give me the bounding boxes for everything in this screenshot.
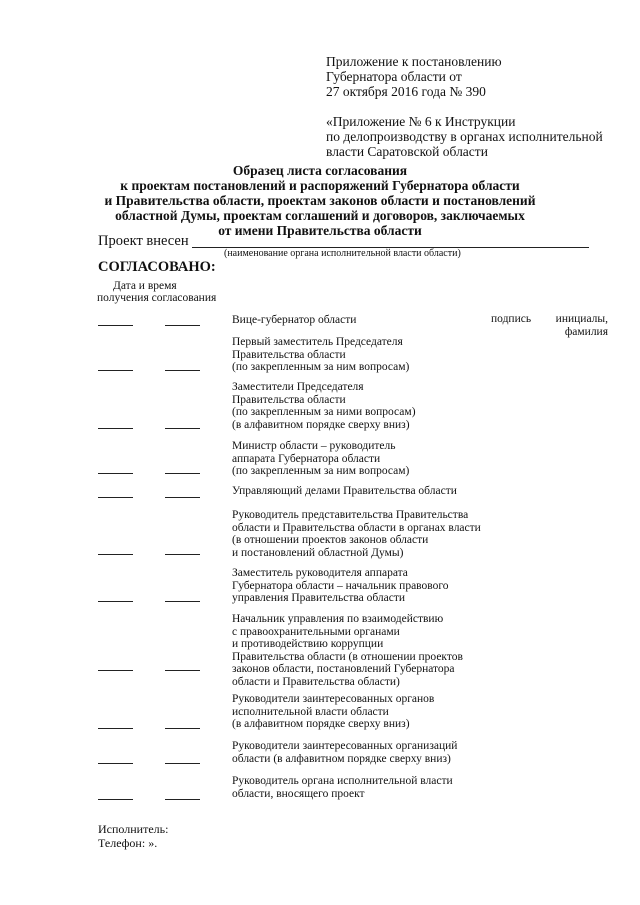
approver-line: Губернатора области – начальник правового [232, 579, 449, 592]
received-date-blank [98, 370, 133, 371]
approver-line: Заместители Председателя [232, 381, 364, 393]
approver-row [232, 381, 502, 431]
approver-line: области (в алфавитном порядке сверху вниз) [232, 752, 451, 765]
approved-date-blank [165, 428, 200, 429]
project-submitted-label: Проект внесен [98, 233, 189, 249]
agreed-heading: СОГЛАСОВАНО: [98, 259, 216, 275]
approver-line: и постановлений областной Думы) [232, 546, 404, 559]
approver-line: Руководители заинтересованных организаций [232, 740, 458, 752]
approver-line: области и Правительства области) [232, 675, 400, 688]
approver-line: Руководитель органа исполнительной власти [232, 775, 453, 787]
received-date-blank [98, 601, 133, 602]
approver-line: (по закрепленным за ними вопросам) [232, 406, 416, 419]
received-date-blank [98, 473, 133, 474]
column-initials-line: фамилия [564, 326, 608, 338]
approved-date-blank [165, 601, 200, 602]
received-date-blank [98, 799, 133, 800]
approver-line: Руководители заинтересованных органов [232, 693, 435, 705]
column-initials-line: инициалы, [555, 313, 608, 325]
received-date-blank [98, 325, 133, 326]
approved-date-blank [165, 799, 200, 800]
received-date-blank [98, 428, 133, 429]
approver-row [232, 693, 502, 731]
approved-date-blank [165, 728, 200, 729]
instruction-reference [326, 114, 636, 159]
title-line: к проектам постановлений и распоряжений Губернатора области [120, 178, 520, 193]
header-line: 27 октября 2016 года № 390 [326, 84, 486, 99]
title-line: от имени Правительства области [218, 223, 422, 238]
approver-line: Первый заместитель Председателя [232, 336, 403, 348]
approved-date-blank [165, 497, 200, 498]
executor-label: Исполнитель: [98, 822, 169, 836]
approver-row [232, 440, 502, 478]
approver-line: Руководитель представительства Правительства [232, 509, 469, 521]
approver-row [232, 775, 502, 800]
approved-date-blank [165, 554, 200, 555]
approver-line: Вице-губернатор области [232, 314, 357, 326]
approver-line: Управляющий делами Правительства области [232, 485, 457, 497]
header-line: «Приложение № 6 к Инструкции [326, 114, 516, 129]
column-received-approved: получения согласования [97, 292, 217, 304]
approver-line: исполнительной власти области [232, 705, 389, 718]
document-title [90, 163, 550, 238]
approver-row [232, 509, 502, 559]
approver-line: (в алфавитном порядке сверху вниз) [232, 718, 410, 731]
approver-row [232, 314, 502, 327]
approver-line: области, вносящего проект [232, 787, 365, 800]
received-date-blank [98, 497, 133, 498]
title-line: и Правительства области, проектам законов области и постановлений [104, 193, 536, 208]
title-line: Образец листа согласования [232, 163, 408, 178]
project-submitted-note: (наименование органа исполнительной власти области) [224, 248, 461, 259]
approver-line: Правительства области [232, 393, 346, 406]
header-line: по делопроизводству в органах исполнительной [326, 129, 603, 144]
approver-line: Правительства области [232, 348, 346, 361]
approved-date-blank [165, 370, 200, 371]
approver-row [232, 485, 502, 498]
approver-line: Министр области – руководитель [232, 440, 396, 452]
approver-row [232, 740, 502, 765]
approver-line: и противодействию коррупции [232, 638, 384, 651]
approver-line: Правительства области (в отношении проектов [232, 650, 463, 663]
header-line: Приложение к постановлению [326, 54, 502, 69]
approver-row [232, 613, 502, 689]
approved-date-blank [165, 763, 200, 764]
title-line: областной Думы, проектам соглашений и договоров, заключаемых [115, 208, 525, 223]
header-line: Губернатора области от [326, 69, 462, 84]
approved-date-blank [165, 473, 200, 474]
approver-line: (в алфавитном порядке сверху вниз) [232, 418, 410, 431]
received-date-blank [98, 728, 133, 729]
approver-line: Начальник управления по взаимодействию [232, 613, 444, 625]
approved-date-blank [165, 670, 200, 671]
appendix-header [326, 54, 626, 99]
received-date-blank [98, 670, 133, 671]
approver-line: (по закрепленным за ним вопросам) [232, 465, 410, 478]
approver-line: управления Правительства области [232, 592, 406, 605]
approver-line: законов области, постановлений Губернатора [232, 663, 455, 676]
approver-row [232, 336, 502, 374]
received-date-blank [98, 554, 133, 555]
column-initials [540, 313, 608, 339]
column-datetime: Дата и время [113, 280, 177, 292]
phone-label: Телефон: ». [98, 836, 158, 850]
received-date-blank [98, 763, 133, 764]
approver-line: Заместитель руководителя аппарата [232, 567, 408, 579]
column-signature: подпись [491, 313, 532, 325]
approver-line: аппарата Губернатора области [232, 452, 381, 465]
approver-row [232, 567, 502, 605]
approver-line: с правоохранительными органами [232, 625, 400, 638]
approved-date-blank [165, 325, 200, 326]
approver-line: (в отношении проектов законов области [232, 534, 429, 547]
approver-line: (по закрепленным за ним вопросам) [232, 361, 410, 374]
header-line: власти Саратовской области [326, 144, 488, 159]
approver-line: области и Правительства области в органах власти [232, 521, 481, 534]
